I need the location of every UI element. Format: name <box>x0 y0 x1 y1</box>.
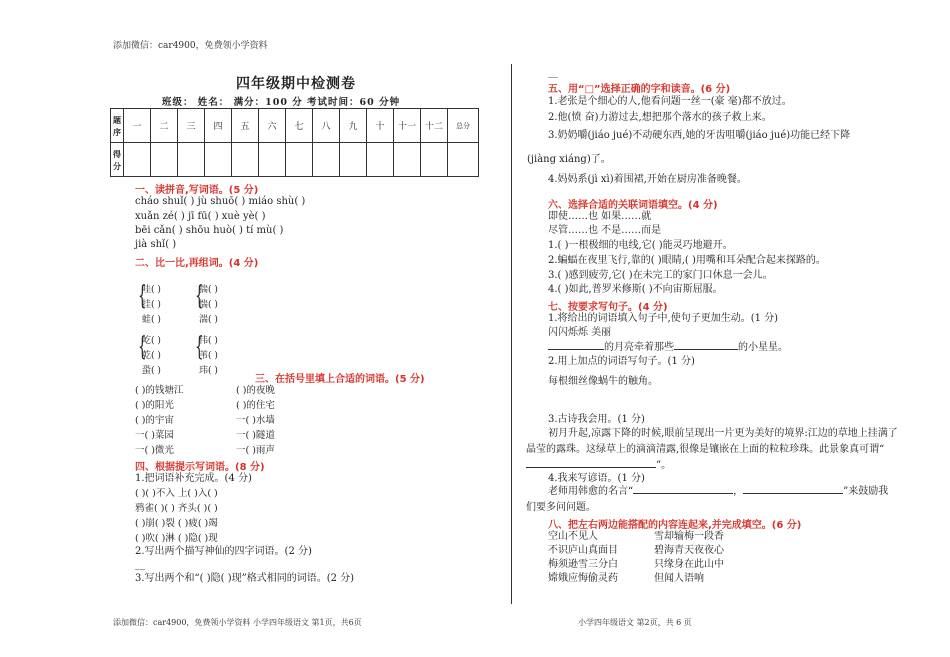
score-col-total: 总分 <box>448 109 479 143</box>
section-4-title: 四、根据提示写词语。(8 分) <box>135 462 265 473</box>
s4-q1-lines <box>135 486 218 546</box>
s8-item: 不识庐山真面目 <box>548 545 618 556</box>
s2-item: 乾( ) <box>142 351 161 361</box>
s4-q2: 2.写出两个描写神仙的四字词语。(2 分) <box>135 546 312 557</box>
score-cell[interactable] <box>421 143 448 177</box>
header-watermark: 添加微信：car4900，免费领小学资料 <box>113 41 268 51</box>
s2-item: 哇( ) <box>142 285 161 295</box>
s3-item: 一( )水墙 <box>236 415 275 426</box>
s2-item: 挂( ) <box>142 300 161 310</box>
s7-q4: 4.我来写谚语。(1 分) <box>548 473 645 484</box>
score-col: 十二 <box>421 109 448 143</box>
s7-q3-paragraph <box>526 426 898 474</box>
s7-q1-sentence-b: 的小星星。 <box>738 342 788 353</box>
score-cell-total[interactable] <box>448 143 479 177</box>
score-cell[interactable] <box>178 143 205 177</box>
s8-right-col <box>654 530 724 586</box>
score-col: 三 <box>178 109 205 143</box>
s5-line: 1.老张是个细心的人,他看问题一丝一(豪 毫)都不放过。 <box>548 96 792 107</box>
s8-item: 空山不见人 <box>548 531 598 542</box>
section-5-title: 五、用“□”选择正确的字和读音。(6 分) <box>548 84 731 95</box>
s2-group-1a <box>142 283 161 328</box>
score-col: 一 <box>124 109 151 143</box>
s3-item: ( )的阳光 <box>135 400 174 411</box>
answer-blank[interactable] <box>548 349 604 350</box>
s5-line: 4.妈妈系(jì xì)着围裙,开始在厨房准备晚餐。 <box>548 174 747 185</box>
section-8-title: 八、把左右两边能搭配的内容连起来,并完成填空。(6 分) <box>548 520 802 531</box>
exam-info: 班级： 姓名： 满分：100 分 考试时间：60 分钟 <box>162 97 401 108</box>
s3-item: ( )的宇宙 <box>135 415 174 426</box>
s5-line: (jiàng xiáng)了。 <box>527 154 611 165</box>
section-1-title: 一、读拼音,写词语。(5 分) <box>135 185 259 196</box>
s2-item: 伟( ) <box>199 336 218 346</box>
brace-icon: { <box>195 281 204 311</box>
s3-item: 一( )隧道 <box>236 430 275 441</box>
footer-left: 添加微信：car4900，免费领小学资料 小学四年级语文 第1页，共6页 <box>113 618 362 627</box>
score-cell[interactable] <box>124 143 151 177</box>
s8-item: 碧海青天夜夜心 <box>654 545 724 556</box>
s2-group-1b <box>199 283 218 328</box>
s1-line: xuǎn zé( ) jī fū( ) xuè yè( ) <box>135 211 266 222</box>
s7-q4-text-b: ， <box>733 486 744 497</box>
s5-line: 3.奶奶嚼(jiáo jué)不动硬东西,她的牙齿咀嚼(jiáo jué)功能已经下降 <box>548 130 851 141</box>
s7-q2-sentence: 每根细丝像蜗牛的触角。 <box>548 376 658 387</box>
section-2-title: 二、比一比,再组词。(4 分) <box>135 258 259 269</box>
s4-line: ( )吹( )淋 ( )隐( )现 <box>135 533 218 544</box>
s3-item: 一( )雨声 <box>236 445 275 456</box>
s6-line: 2.蝙蝠在夜里飞行,靠的( )眼睛,( )用嘴和耳朵配合起来探路的。 <box>548 255 826 266</box>
score-cell[interactable] <box>367 143 394 177</box>
s7-q1-sentence-a: 的月亮牵着那些 <box>604 342 674 353</box>
s8-item: 但闻人语响 <box>654 573 704 584</box>
score-col: 七 <box>286 109 313 143</box>
s7-q1-words: 闪闪烁烁 美丽 <box>548 327 612 338</box>
s4-line: ( )崩( )裂 ( )疲( )竭 <box>135 518 218 529</box>
s6-line: 3.( )感到疲劳,它( )在未完工的家门口休息一会儿。 <box>548 270 773 281</box>
score-table-header-row <box>111 109 479 143</box>
answer-blank[interactable] <box>743 493 843 494</box>
s8-left-col <box>548 530 618 586</box>
score-cell[interactable] <box>259 143 286 177</box>
s7-q4-paragraph <box>526 484 898 516</box>
s3-item: ( )的钱塘江 <box>135 385 184 396</box>
answer-blank[interactable] <box>674 349 738 350</box>
brace-icon: { <box>138 332 147 362</box>
s3-item: 一( )微光 <box>135 445 174 456</box>
s8-item: 只缘身在此山中 <box>654 559 724 570</box>
answer-blank[interactable] <box>633 493 733 494</box>
score-table <box>110 108 479 177</box>
score-col: 五 <box>232 109 259 143</box>
score-cell[interactable] <box>313 143 340 177</box>
s4-q1: 1.把词语补充完成。(4 分) <box>135 473 252 484</box>
s1-line: jià shǐ( ) <box>135 239 177 250</box>
score-col: 十 <box>367 109 394 143</box>
s2-item: 蛩( ) <box>142 366 161 376</box>
s4-line: ( )( )不入 上( )入( ) <box>135 488 218 499</box>
s8-item: 梅须逊雪三分白 <box>548 559 618 570</box>
s2-item: 苇( ) <box>199 351 218 361</box>
s4-q3: 3.写出两个和“( )隐( )现”格式相同的词语。(2 分) <box>135 573 355 584</box>
page-divider <box>511 64 512 604</box>
s7-q4-text-c: ”来鼓励我们要多问问题。 <box>526 486 889 513</box>
s3-left-col <box>135 383 183 458</box>
s7-q1: 1.将给出的词语填入句子中,使句子更加生动。(1 分) <box>548 313 779 324</box>
s8-item: 嫦娥应悔偷灵药 <box>548 573 618 584</box>
brace-icon: { <box>195 332 204 362</box>
s7-q3-text: 初月升起,凉露下降的时候,眼前呈现出一片更为美好的境界:江边的草地上挂满了晶莹的露珠。这绿草上的滴滴清露,很像是镶嵌在上面的粒粒珍珠。此景象真可谓“ <box>526 428 898 455</box>
score-cell[interactable] <box>205 143 232 177</box>
s3-item: 一( )菜园 <box>135 430 174 441</box>
s4-line: 鸦雀( )( ) 齐头( )( ) <box>135 503 218 514</box>
s2-group-2a <box>142 334 161 379</box>
score-col: 四 <box>205 109 232 143</box>
s7-q3-end: ”。 <box>656 460 672 471</box>
score-cell[interactable] <box>286 143 313 177</box>
section-6-title: 六、选择合适的关联词语填空。(4 分) <box>548 200 718 211</box>
s6-options: 尽管……也 不是……而是 <box>548 225 662 236</box>
score-cell[interactable] <box>232 143 259 177</box>
s2-item: 惴( ) <box>199 300 218 310</box>
score-row-label: 得分 <box>111 143 124 177</box>
s1-line: bēi cǎn( ) shōu huò( ) tí mù( ) <box>135 225 284 236</box>
s5-dash: __ <box>548 67 558 78</box>
s3-item: ( )的夜晚 <box>236 385 275 396</box>
answer-blank[interactable] <box>526 467 656 468</box>
s7-q1-sentence <box>548 341 788 354</box>
s2-item: 屹( ) <box>142 336 161 346</box>
s7-q4-text-a: 老师用韩愈的名言“ <box>548 486 634 497</box>
s1-line: cháo shuǐ( ) jù shuō( ) miáo shù( ) <box>135 196 306 207</box>
score-table-score-row <box>111 143 479 177</box>
s2-item: 蛙( ) <box>142 315 161 325</box>
footer-right: 小学四年级语文 第2页，共 6 页 <box>578 618 692 627</box>
s7-q2: 2.用上加点的词语写句子。(1 分) <box>548 356 695 367</box>
score-col: 六 <box>259 109 286 143</box>
s3-item: ( )的住宅 <box>236 400 275 411</box>
score-cell[interactable] <box>151 143 178 177</box>
s3-right-col <box>236 383 275 458</box>
score-cell[interactable] <box>340 143 367 177</box>
s5-line: 2.他(愤 奋)力游过去,想把那个落水的孩子救上来。 <box>548 112 772 123</box>
s6-line: 1.( )一根极细的电线,它( )能灵巧地避开。 <box>548 240 733 251</box>
s2-item: 玮( ) <box>199 366 218 376</box>
s7-q3: 3.古诗我会用。(1 分) <box>548 414 645 425</box>
score-col: 十一 <box>394 109 421 143</box>
brace-icon: { <box>138 281 147 311</box>
score-col: 二 <box>151 109 178 143</box>
score-col: 九 <box>340 109 367 143</box>
section-7-title: 七、按要求写句子。(4 分) <box>548 302 668 313</box>
score-col: 八 <box>313 109 340 143</box>
s2-item: 揣( ) <box>199 285 218 295</box>
section-3-title: 三、在括号里填上合适的词语。(5 分) <box>255 374 425 385</box>
s6-line: 4.( )如此,普罗米修斯( )不向宙斯屈服。 <box>548 284 723 295</box>
s2-group-2b <box>199 334 218 379</box>
score-row-label: 题序 <box>111 109 124 143</box>
score-cell[interactable] <box>394 143 421 177</box>
s6-options: 即使……也 如果……就 <box>548 211 652 222</box>
s2-item: 湍( ) <box>199 315 218 325</box>
page-title: 四年级期中检测卷 <box>236 76 356 92</box>
s8-item: 雪却输梅一段香 <box>654 531 724 542</box>
s4-dash: __ <box>135 559 145 570</box>
